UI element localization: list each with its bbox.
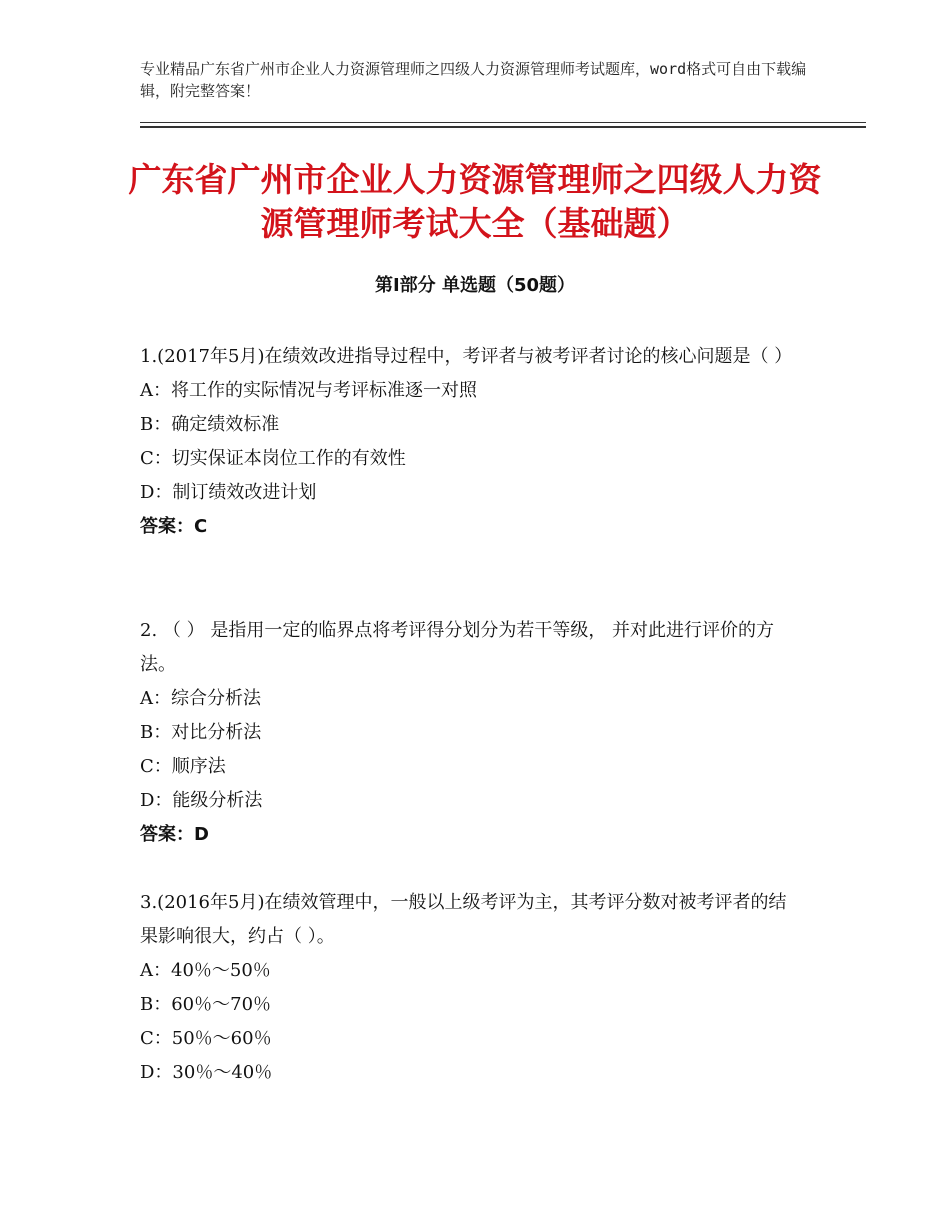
option-b: B：确定绩效标准	[140, 414, 280, 435]
question-stem: 2. （ ） 是指用一定的临界点将考评得分划分为若干等级， 并对此进行评价的方法。	[140, 620, 775, 675]
section-heading: 第Ⅰ部分 单选题（50题）	[374, 275, 575, 296]
question-2	[140, 614, 800, 852]
question-stem: 1.(2017年5月)在绩效改进指导过程中，考评者与被考评者讨论的核心问题是（ ）	[140, 346, 793, 367]
option-c: C：切实保证本岗位工作的有效性	[140, 448, 406, 469]
question-1	[140, 340, 800, 544]
question-3	[140, 886, 800, 1090]
document-title: 广东省广州市企业人力资源管理师之四级人力资源管理师考试大全（基础题）	[128, 160, 822, 243]
option-d: D：制订绩效改进计划	[140, 482, 317, 503]
header-note: 专业精品广东省广州市企业人力资源管理师之四级人力资源管理师考试题库，word格式可自由下载编辑，附完整答案！	[140, 60, 807, 100]
option-a: A：综合分析法	[140, 688, 261, 709]
option-b: B：对比分析法	[140, 722, 262, 743]
option-b: B：60％～70％	[140, 994, 272, 1015]
option-d: D：能级分析法	[140, 790, 263, 811]
option-c: C：顺序法	[140, 756, 226, 777]
option-c: C：50％～60％	[140, 1028, 272, 1049]
header-divider-thick	[140, 126, 866, 128]
answer-line: 答案：D	[140, 824, 209, 845]
answer-line: 答案：C	[140, 516, 208, 537]
option-d: D：30％～40％	[140, 1062, 273, 1083]
question-stem: 3.(2016年5月)在绩效管理中，一般以上级考评为主，其考评分数对被考评者的结果影响很大，约占（ ）。	[140, 892, 787, 947]
option-a: A：40％～50％	[140, 960, 271, 981]
option-a: A：将工作的实际情况与考评标准逐一对照	[140, 380, 477, 401]
header-divider-thin	[140, 122, 866, 123]
